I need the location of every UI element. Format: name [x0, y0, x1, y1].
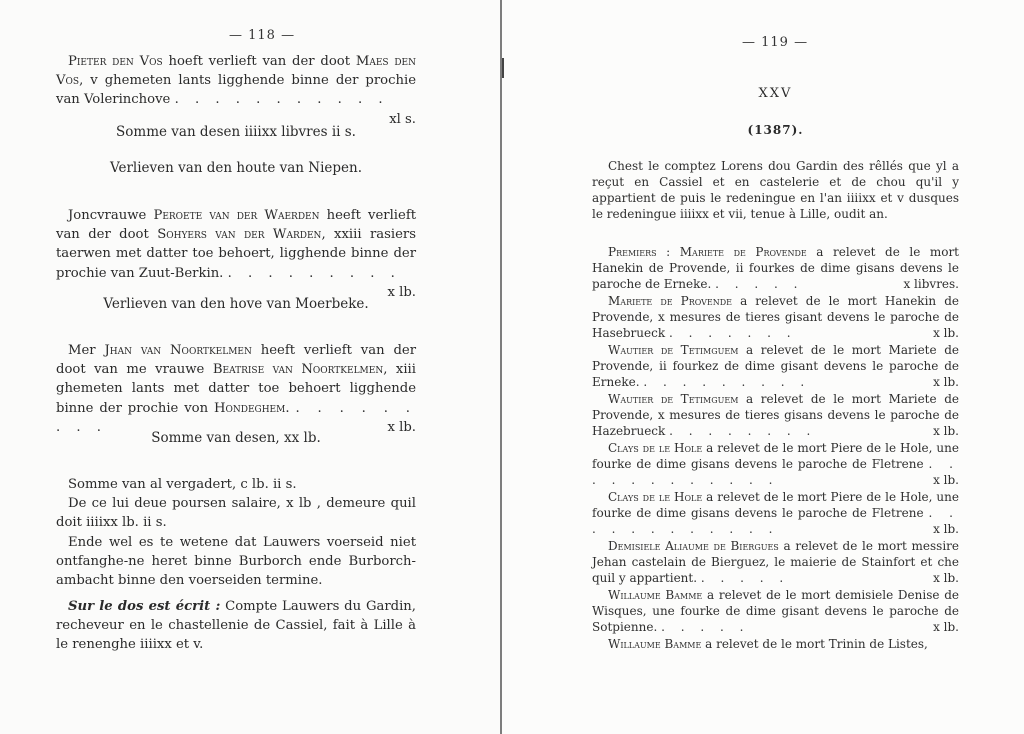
entry-lead: Wautier de Tetimguem	[608, 392, 739, 406]
entry-lead: Premiers : Mariete de Provende	[608, 245, 807, 259]
entry	[592, 636, 959, 652]
left-page	[0, 0, 500, 734]
somme-1: Somme van desen iiiixx libvres ii s.	[116, 124, 356, 140]
entry-body: a relevet de le mort Hanekin de Provende, x mesures de tieres gisant devens le paroche de Hasebrueck	[592, 294, 959, 340]
person-name: Maes den Vos	[56, 54, 417, 89]
person-name: Beatrise van Noortkelmen	[212, 362, 384, 378]
amount: x lb.	[933, 326, 959, 340]
entry-text: , v ghemeten lants ligghende binne der prochie van Volerinchove	[56, 73, 416, 108]
section-year: (1387).	[747, 123, 804, 137]
entry: Clays de le Hole a relevet de le mort Piere de le Hole, une fourke de dime gisans devens le paroche de Fletrene . . . . . . . . . . . . x lb.	[592, 441, 959, 487]
entry-pieter-den-vos: Pieter den Vos hoeft verlieft van der doot Maes den Vos, v ghemeten lants ligghende binne der prochie van Volerinchove . . . . . . . . . . . xl s.	[56, 52, 416, 129]
summary-line: Ende wel es te wetene dat Lauwers voerseid niet ontfanghe-ne heret binne Burborch ende Burborch-ambacht binne den voerseiden termine.	[56, 534, 416, 589]
entry-text: heeft verlieft van der doot van me vrauwe	[56, 343, 416, 378]
entry-body: a relevet de le mort Hanekin de Provende, ii fourkes de dime gisans devens le paroche de Erneke.	[592, 245, 960, 291]
entry-body: a relevet de le mort Piere de le Hole, une fourke de dime gisans devens le paroche de Fletrene	[592, 490, 959, 520]
entry-lead: Willaume Bamme	[608, 637, 702, 651]
intro-text: Chest le comptez Lorens dou Gardin des rêllés que yl a reçut en Cassiel et en castelerie et de chou qu'il y appartient de puis le redeningue en l'an iiiixx et v dusques le redeningue iiiixx et vii, tenue à Lille, oudit an.	[592, 159, 959, 221]
entry-text: heeft verlieft van der doot	[56, 208, 417, 243]
heading-hove-van-moerbeke: Verlieven van den hove van Moerbeke.	[103, 296, 369, 312]
entry-lead: Clays de le Hole	[608, 490, 703, 504]
amount: x lb.	[933, 473, 959, 487]
entry: Willaume Bamme a relevet de le mort demisiele Denise de Wisques, une fourke de dime gisant devens le paroche de Sotpienne. . . . . . x lb.	[592, 588, 959, 634]
section-title: XXV	[758, 86, 793, 101]
entry-body: a relevet de le mort Mariete de Provende, ii fourkez de dime gisant devens le paroche de Erneke.	[592, 343, 960, 389]
entry-lead: Demisiele Aliaume de Biergues	[608, 539, 779, 553]
entry-lead: Clays de le Hole	[608, 441, 703, 455]
entry: Demisiele Aliaume de Biergues a relevet de le mort messire Jehan castelain de Bierguez, le maierie de Stainfort et che quil y appartient. . . . . . x lb.	[592, 539, 959, 585]
amount: x lb.	[933, 424, 959, 438]
summary-block	[56, 475, 416, 590]
entry-text: .	[285, 400, 290, 416]
summary-line: De ce lui deue poursen salaire, x lb , demeure quil doit iiiixx lb. ii s.	[56, 496, 416, 531]
entry-body: a relevet de le mort demisiele Denise de Wisques, une fourke de dime gisant devens le paroche de Sotpienne.	[592, 588, 959, 634]
intro-paragraph	[592, 158, 959, 223]
entry-body: a relevet de le mort Piere de le Hole, une fourke de dime gisans devens le paroche de Fletrene	[592, 441, 959, 471]
entry-lead: Mariete de Provende	[608, 294, 733, 308]
page-number-left: — 118 —	[229, 28, 296, 43]
place-name: Hondeghem	[213, 400, 286, 416]
entry: Wautier de Tetimguem a relevet de le mort Mariete de Provende, ii fourkez de dime gisant devens le paroche de Erneke. . . . . . . . . . x lb.	[592, 343, 960, 389]
right-page	[502, 0, 1024, 734]
dos-label: Sur le dos est écrit :	[68, 599, 221, 614]
entry: Wautier de Tetimguem a relevet de le mort Mariete de Provende, x mesures de tieres gisans devens le paroche de Hazebrueck . . . . . . . . x lb.	[592, 392, 960, 438]
entry-lead: Wautier de Tetimguem	[608, 343, 739, 357]
amount: x lb.	[933, 620, 959, 634]
heading-houte-van-niepen: Verlieven van den houte van Niepen.	[109, 160, 363, 176]
dos-text: Compte Lauwers du Gardin, recheveur en le chastellenie de Cassiel, fait à Lille à le renenghe iiiixx et v.	[56, 599, 416, 653]
somme-2: Somme van desen, xx lb.	[151, 430, 321, 446]
amount: xl s.	[389, 111, 416, 127]
entry-lead: Willaume Bamme	[608, 588, 703, 602]
amount: x lb.	[387, 419, 416, 435]
amount: x libvres.	[903, 277, 959, 291]
amount: x lb.	[933, 375, 959, 389]
entry-peroete: Joncvrauwe Peroete van der Waerden heeft verlieft van der doot Sohyers van der Warden, xxiii rasiers taerwen met datter toe behoert, ligghende binne der prochie van Zuut-Berkin. . . . . . . . . . x lb.	[56, 206, 416, 302]
dos-note	[56, 597, 416, 655]
entry-text: Joncvrauwe	[68, 208, 154, 223]
summary-line: Somme van al vergadert, c lb. ii s.	[68, 477, 297, 492]
amount: x lb.	[387, 284, 416, 300]
entry-body: a relevet de le mort Mariete de Provende, x mesures de tieres gisans devens le paroche de Hazebrueck	[592, 392, 960, 438]
person-name: Peroete van der Waerden	[153, 208, 320, 223]
entries-list	[592, 244, 959, 653]
entry: Clays de le Hole a relevet de le mort Piere de le Hole, une fourke de dime gisans devens le paroche de Fletrene . . . . . . . . . . . . x lb.	[592, 490, 959, 536]
entry-text: Mer	[68, 343, 105, 358]
scan-mark	[502, 58, 504, 78]
entry-jhan: Mer Jhan van Noortkelmen heeft verlieft van der doot van me vrauwe Beatrise van Noortkelmen, xiii ghemeten lants met datter toe behoert ligghende binne der prochie von Hondeghem. . . . . . . . . . x lb.	[56, 341, 416, 437]
entry-body: a relevet de le mort Trinin de Listes,	[701, 637, 928, 651]
amount: x lb.	[933, 522, 959, 536]
entry-text: , xxiii rasiers taerwen met datter toe behoert, ligghende binne der prochie van Zuut-Berkin.	[56, 227, 416, 281]
entry-text: , xiii ghemeten lants met datter toe behoert ligghende binne der prochie von	[56, 362, 416, 416]
entry-text: hoeft verlieft van der doot	[162, 54, 356, 69]
page-number-right: — 119 —	[742, 35, 809, 50]
entry-body: a relevet de le mort messire Jehan castelain de Bierguez, le maierie de Stainfort et che quil y appartient.	[592, 539, 959, 585]
person-name: Sohyers van der Warden	[157, 227, 322, 243]
entry: Mariete de Provende a relevet de le mort Hanekin de Provende, x mesures de tieres gisant devens le paroche de Hasebrueck . . . . . . . x lb.	[592, 294, 959, 340]
person-name: Jhan van Noortkelmen	[104, 343, 252, 358]
person-name: Pieter den Vos	[68, 54, 163, 69]
entry: Premiers : Mariete de Provende a relevet de le mort Hanekin de Provende, ii fourkes de dime gisans devens le paroche de Erneke. . . . . . x libvres.	[592, 245, 960, 291]
amount: x lb.	[933, 571, 959, 585]
